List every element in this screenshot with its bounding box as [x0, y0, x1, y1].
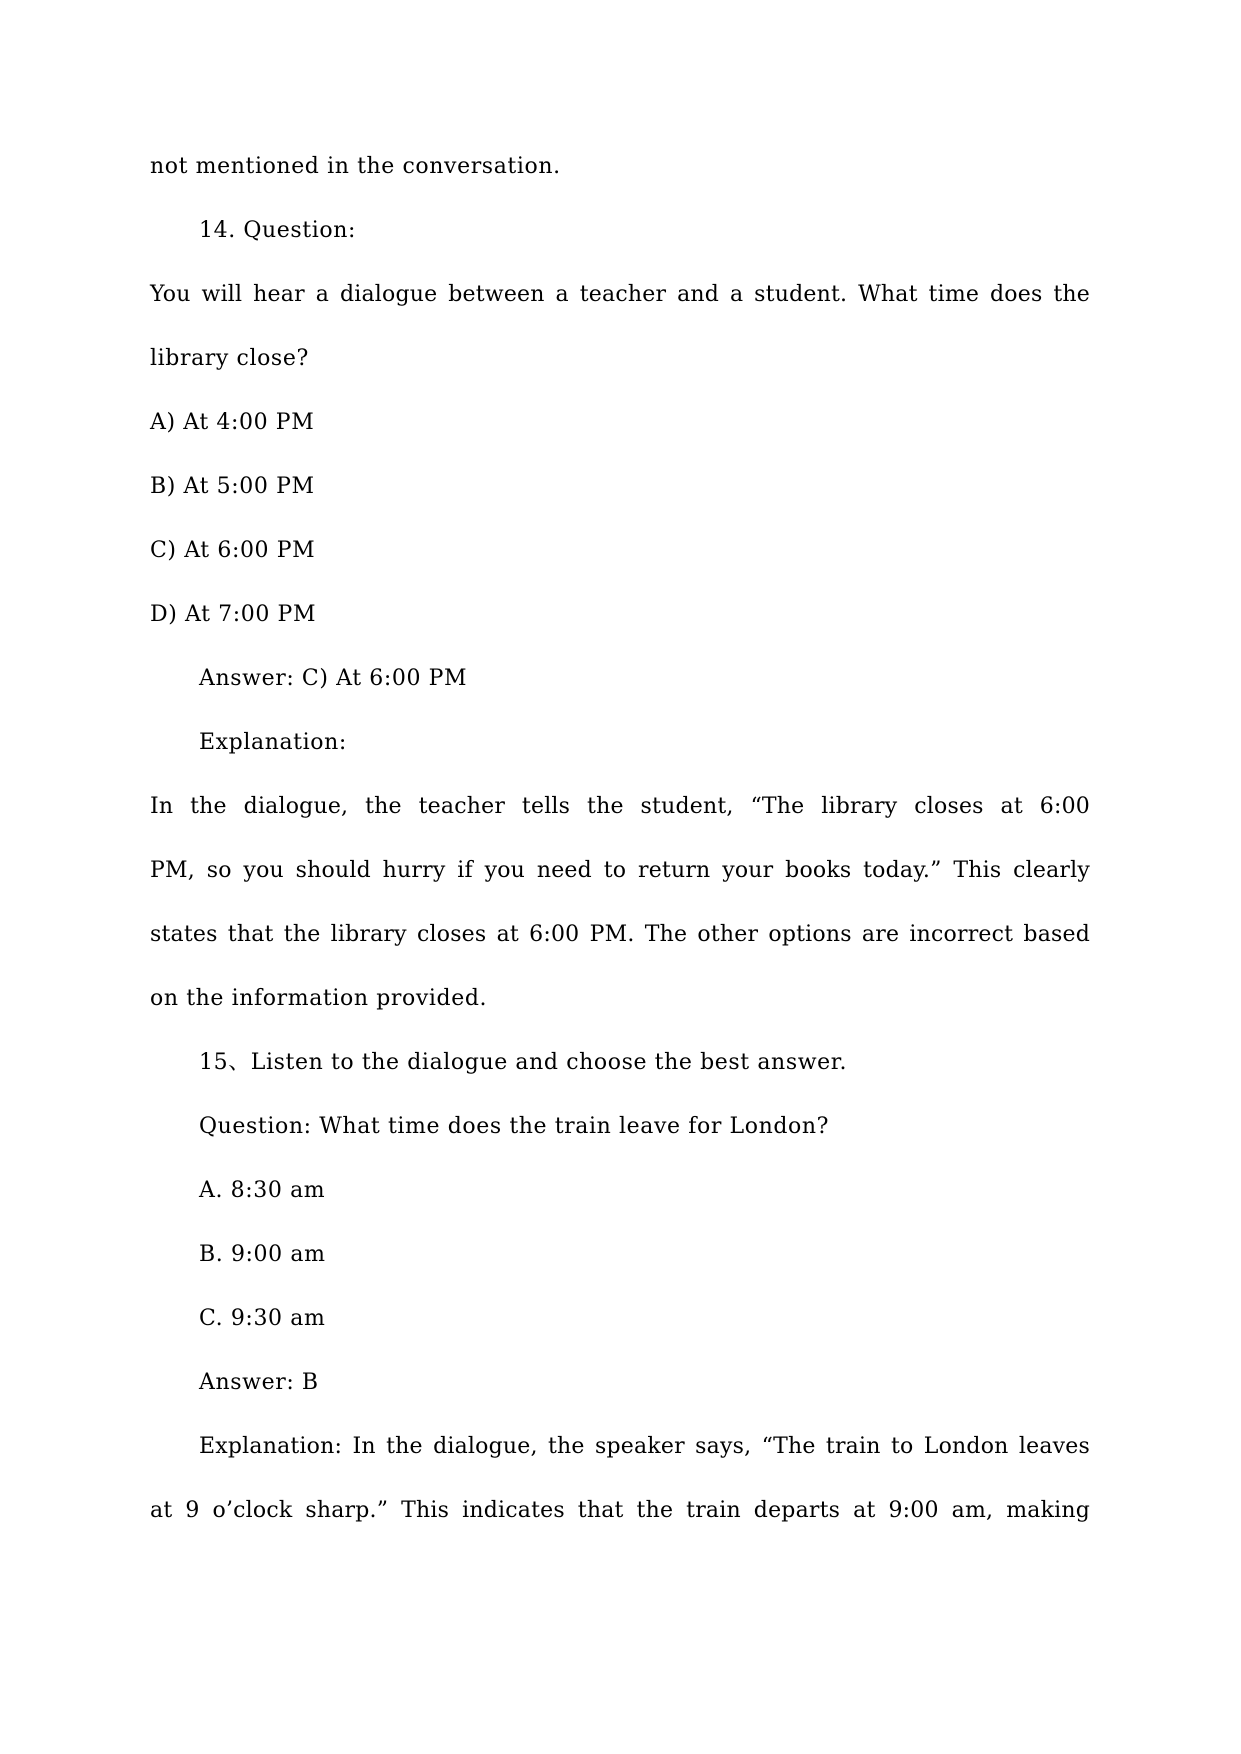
- question-14-explanation-line-4: on the information provided.: [150, 986, 488, 1011]
- question-14-explanation-heading: Explanation:: [199, 730, 347, 755]
- question-14-explanation-line-1: In the dialogue, the teacher tells the student, “The library closes at 6:00: [150, 794, 1090, 819]
- question-14-heading: 14. Question:: [199, 218, 356, 243]
- question-15-option-a: A. 8:30 am: [199, 1178, 326, 1203]
- question-14-option-c: C) At 6:00 PM: [150, 538, 316, 563]
- question-15-option-c: C. 9:30 am: [199, 1306, 326, 1331]
- question-14-explanation-line-2: PM, so you should hurry if you need to return your books today.” This clearly: [150, 858, 1090, 883]
- question-15-explanation-line-2: at 9 o’clock sharp.” This indicates that the train departs at 9:00 am, making: [150, 1498, 1090, 1523]
- question-14-explanation-line-3: states that the library closes at 6:00 PM. The other options are incorrect based: [150, 922, 1090, 947]
- question-14-option-d: D) At 7:00 PM: [150, 602, 317, 627]
- question-15-heading: 15、Listen to the dialogue and choose the best answer.: [199, 1050, 848, 1075]
- question-14-answer: Answer: C) At 6:00 PM: [199, 666, 468, 691]
- question-15-option-b: B. 9:00 am: [199, 1242, 326, 1267]
- question-15-question: Question: What time does the train leave for London?: [199, 1114, 830, 1139]
- question-15-answer: Answer: B: [199, 1370, 319, 1395]
- question-14-option-b: B) At 5:00 PM: [150, 474, 315, 499]
- question-14-prompt-line-1: You will hear a dialogue between a teacher and a student. What time does the: [150, 282, 1090, 307]
- question-15-explanation-line-1: Explanation: In the dialogue, the speaker says, “The train to London leaves: [199, 1434, 1090, 1459]
- continuation-text: not mentioned in the conversation.: [150, 154, 561, 179]
- question-14-option-a: A) At 4:00 PM: [150, 410, 315, 435]
- question-14-prompt-line-2: library close?: [150, 346, 309, 371]
